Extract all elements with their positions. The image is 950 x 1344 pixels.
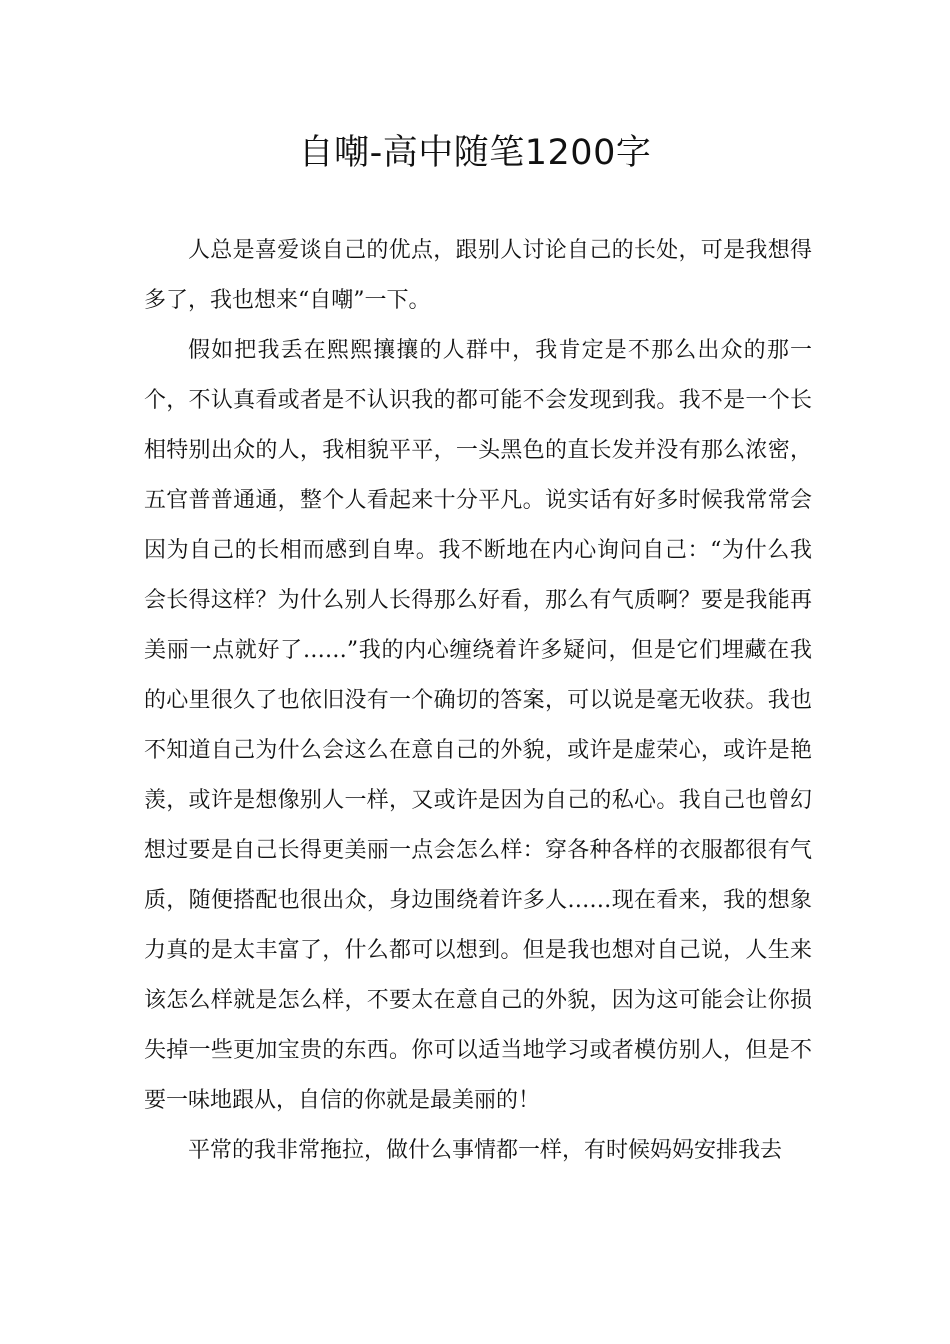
paragraph-1: 人总是喜爱谈自己的优点，跟别人讨论自己的长处，可是我想得多了，我也想来“自嘲”一下。 [144,238,812,313]
paragraph-2: 假如把我丢在熙熙攘攘的人群中，我肯定是不那么出众的那一个，不认真看或者是不认识我的都可能不会发现到我。我不是一个长相特别出众的人，我相貌平平，一头黑色的直长发并没有那么浓密，五官普普通通，整个人看起来十分平凡。说实话有好多时候我常常会因为自己的长相而感到自卑。我不断地在内心询问自己：“为什么我会长得这样？为什么别人长得那么好看，那么有气质啊？要是我能再美丽一点就好了……”我的内心缠绕着许多疑问，但是它们埋藏在我的心里很久了也依旧没有一个确切的答案，可以说是毫无收获。我也不知道自己为什么会这么在意自己的外貌，或许是虚荣心，或许是艳羡，或许是想像别人一样，又或许是因为自己的私心。我自己也曾幻想过要是自己长得更美丽一点会怎么样：穿各种各样的衣服都很有气质，随便搭配也很出众，身边围绕着许多人……现在看来，我的想象力真的是太丰富了，什么都可以想到。但是我也想对自己说，人生来该怎么样就是怎么样，不要太在意自己的外貌，因为这可能会让你损失掉一些更加宝贵的东西。你可以适当地学习或者模仿别人，但是不要一味地跟从，自信的你就是最美丽的！ [144,338,812,1113]
document-title: 自嘲-高中随笔1200字 [298,133,652,173]
document-body [144,226,812,1176]
paragraph-3: 平常的我非常拖拉，做什么事情都一样，有时候妈妈安排我去 [188,1138,783,1163]
